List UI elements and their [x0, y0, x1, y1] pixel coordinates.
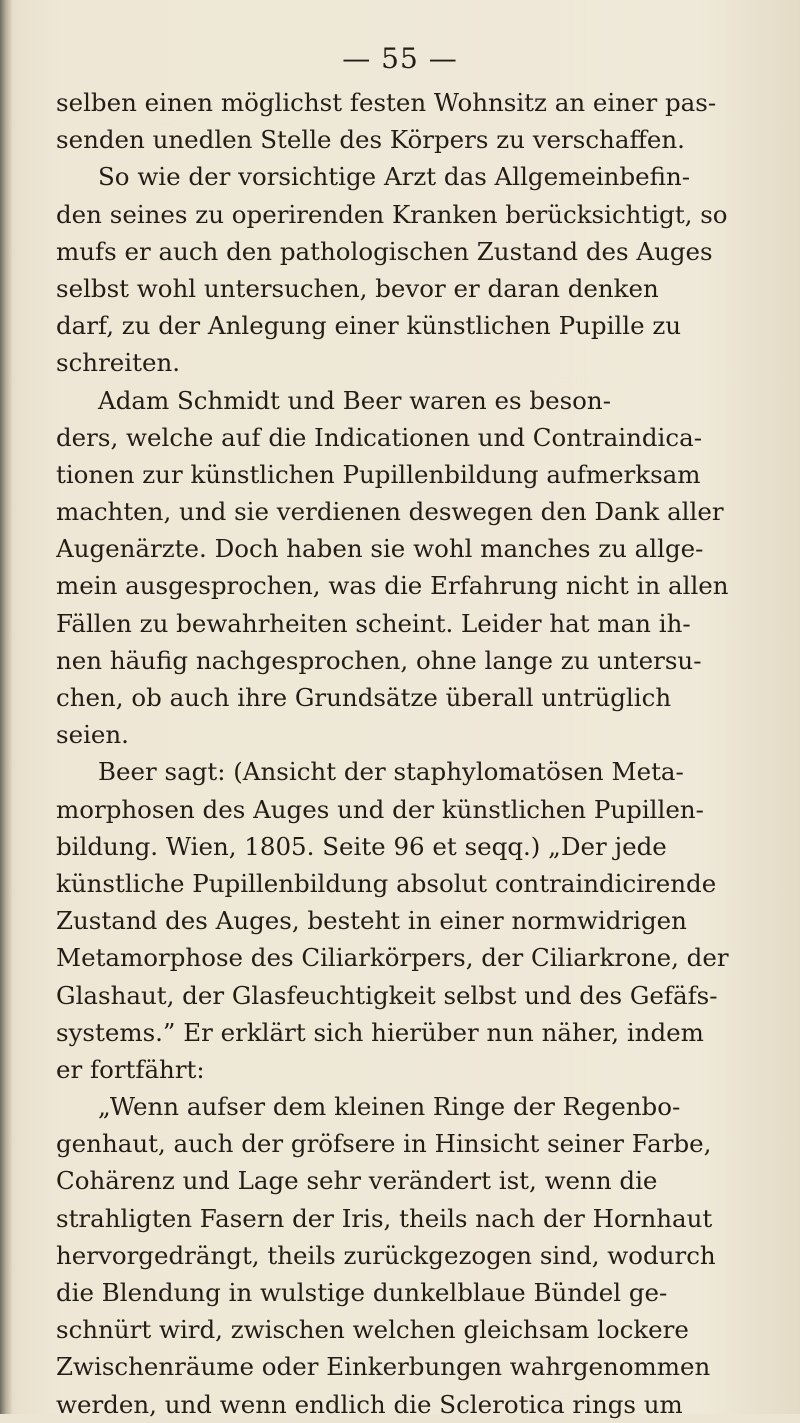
text-line: strahligten Fasern der Iris, theils nach der Hornhaut — [56, 1203, 713, 1233]
text-line: Cohärenz und Lage sehr verändert ist, wenn die — [56, 1166, 658, 1196]
text-line: So wie der vorsichtige Arzt das Allgemeinbefin- — [98, 162, 691, 192]
text-line: mein ausgesprochen, was die Erfahrung nicht in allen — [56, 571, 729, 601]
text-line: Glashaut, der Glasfeuchtigkeit selbst und des Gefäfs- — [56, 980, 718, 1010]
body-text — [56, 84, 756, 1423]
text-line: künstliche Pupillenbildung absolut contraindicirende — [56, 868, 717, 898]
text-line: werden, und wenn endlich die Sclerotica rings um — [56, 1389, 683, 1419]
text-line: Metamorphose des Ciliarkörpers, der Ciliarkrone, der — [56, 943, 729, 973]
page-gutter — [0, 0, 12, 1414]
page-number: — 55 — — [342, 42, 458, 75]
text-line: Zustand des Auges, besteht in einer normwidrigen — [56, 906, 687, 936]
text-line: morphosen des Auges und der künstlichen Pupillen- — [56, 794, 704, 824]
text-line: Adam Schmidt und Beer waren es beson- — [98, 385, 611, 415]
text-line: selben einen möglichst festen Wohnsitz an einer pas- — [56, 88, 717, 117]
text-line: tionen zur künstlichen Pupillenbildung aufmerksam — [56, 459, 701, 489]
text-line: Beer sagt: (Ansicht der staphylomatösen Meta- — [98, 757, 684, 787]
text-line: selbst wohl untersuchen, bevor er daran denken — [56, 273, 659, 303]
text-line: „Wenn aufser dem kleinen Ringe der Regenbo- — [98, 1092, 681, 1122]
text-line: Zwischenräume oder Einkerbungen wahrgenommen — [56, 1352, 711, 1382]
text-line: seien. — [56, 720, 129, 750]
text-line: darf, zu der Anlegung einer künstlichen Pupille zu — [56, 311, 682, 341]
text-line: schnürt wird, zwischen welchen gleichsam lockere — [56, 1315, 689, 1345]
text-line: mufs er auch den pathologischen Zustand des Auges — [56, 236, 713, 266]
text-line: machten, und sie verdienen deswegen den Dank aller — [56, 497, 724, 527]
text-line: chen, ob auch ihre Grundsätze überall untrüglich — [56, 683, 672, 712]
text-line: genhaut, auch der gröfsere in Hinsicht seiner Farbe, — [56, 1129, 712, 1159]
text-line: ders, welche auf die Indicationen und Contraindica- — [56, 422, 702, 452]
text-line: die Blendung in wulstige dunkelblaue Bündel ge- — [56, 1278, 668, 1307]
text-line: hervorgedrängt, theils zurückgezogen sind, wodurch — [56, 1240, 716, 1270]
text-line: systems.” Er erklärt sich hierüber nun näher, indem — [56, 1017, 704, 1047]
text-line: Fällen zu bewahrheiten scheint. Leider hat man ih- — [56, 608, 691, 638]
text-line: nen häufig nachgesprochen, ohne lange zu untersu- — [56, 645, 702, 675]
text-line: schreiten. — [56, 348, 181, 378]
text-line: den seines zu operirenden Kranken berücksichtigt, so — [56, 199, 728, 229]
text-line: senden unedlen Stelle des Körpers zu verschaffen. — [56, 125, 685, 155]
text-line: Augenärzte. Doch haben sie wohl manches zu allge- — [56, 534, 704, 564]
text-line: bildung. Wien, 1805. Seite 96 et seqq.) „Der jede — [56, 831, 667, 861]
text-line: er fortfährt: — [56, 1054, 205, 1084]
